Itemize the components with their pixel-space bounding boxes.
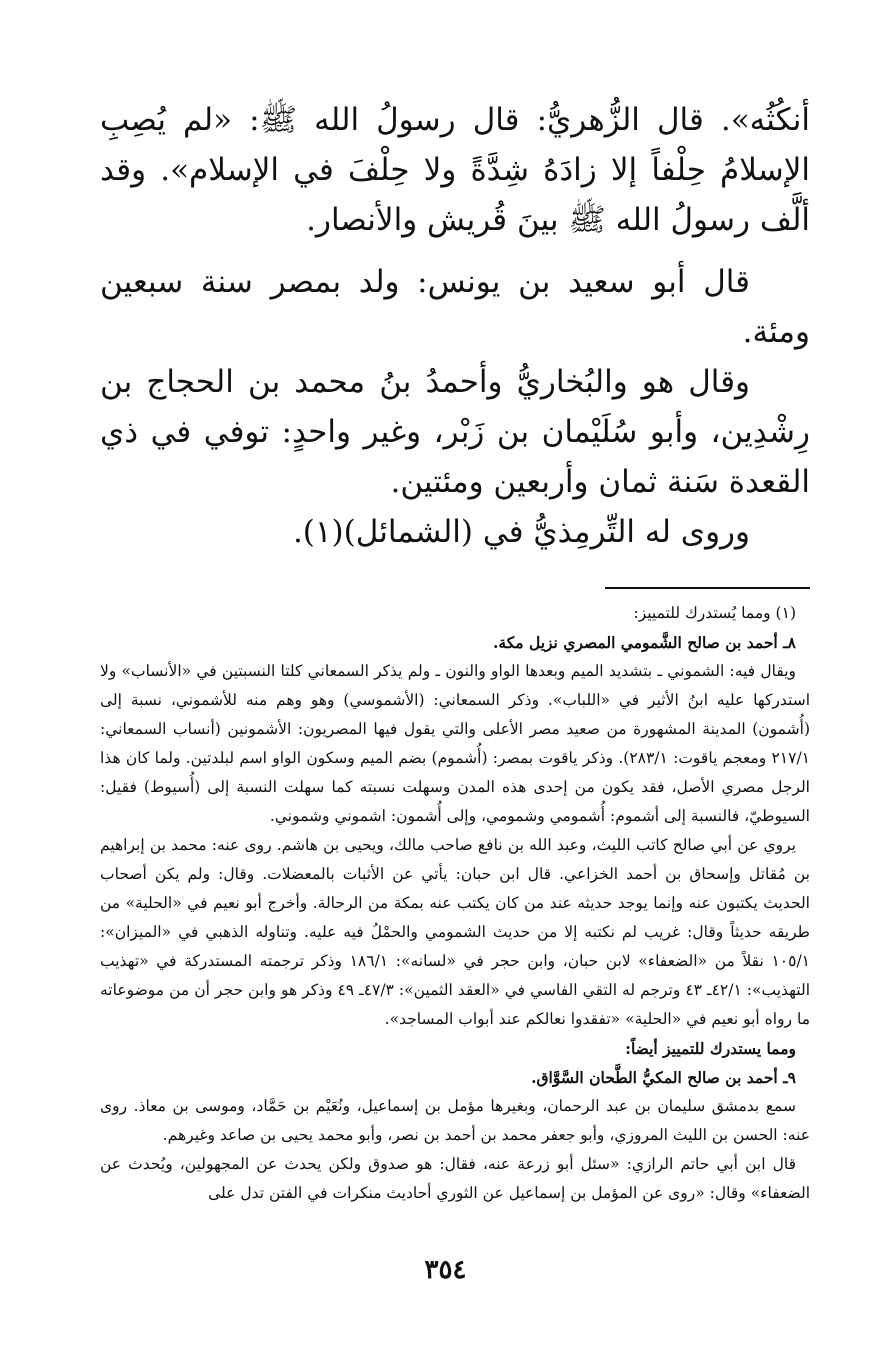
page-number: ٣٥٤ bbox=[424, 1255, 467, 1285]
main-paragraph-2: قال أبو سعيد بن يونس: ولد بمصر سنة سبعين ومئة. bbox=[100, 264, 810, 350]
main-text bbox=[100, 95, 810, 557]
footnote-also-heading: ومما يستدرك للتمييز أيضاً: bbox=[625, 1039, 796, 1058]
footnote-entry-8-paragraph-1: ويقال فيه: الشموني ـ بتشديد الميم وبعدها الواو والنون ـ ولم يذكر السمعاني كلتا النسبتين في «الأنساب» ولا استدركها عليه ابنُ الأثير في «اللباب». وذكر السمعاني: (الأشموسي) وهو وهم منه للأشموني، نسبة إلى (أُشمون) المدينة المشهورة من صعيد مصر الأعلى والتي يقول فيها المصريون: الأشمونين (أنساب السمعاني: ٢١٧/١ ومعجم ياقوت: ٢٨٣/١). وذكر ياقوت بمصر: (أُشموم) بضم الميم وسكون الواو اسم لبلدتين. ولما كان هذا الرجل مصري الأصل، فقد يكون من إحدى هذه المدن وسهلت نسبته كما سهلت النسبة إلى (أُسيوط) فقيل: السيوطيّ، فالنسبة إلى أشموم: أُشمومي وشمومي، وإلى أُشمون: اشموني وشموني. bbox=[100, 662, 810, 825]
main-paragraph-4: وروى له التِّرمِذيُّ في (الشمائل)(١). bbox=[292, 514, 750, 550]
main-paragraph-1: أنكُثُه». قال الزُّهريُّ: قال رسولُ الله ﷺ: «لم يُصِبِ الإسلامُ حِلْفاً إلا زادَهُ شِدَّةً ولا حِلْفَ في الإسلام». وقد ألَّف رسولُ الله ﷺ بينَ قُريش والأنصار. bbox=[100, 102, 810, 238]
footnote-intro: (١) ومما يُستدرك للتمييز: bbox=[633, 604, 796, 622]
footnote-entry-9-paragraph-1: سمع بدمشق سليمان بن عبد الرحمان، وبغيرها مؤمل بن إسماعيل، ونُعَيْم بن حَمَّاد، وموسى بن معاذ. روى عنه: الحسن بن الليث المروزي، وأبو جعفر محمد بن أحمد بن نصر، وأبو محمد يحيى بن صاعد وغيرهم. bbox=[100, 1097, 810, 1144]
footnote-entry-9-heading: ٩ـ أحمد بن صالح المكيُّ الطَّحان السَّوَّاق. bbox=[531, 1068, 796, 1087]
book-page bbox=[100, 95, 810, 1208]
footnote-entry-9-paragraph-2: قال ابن أبي حاتم الرازي: «سئل أبو زرعة عنه، فقال: هو صدوق ولكن يحدث عن المجهولين، ويُحدث عن الضعفاء» وقال: «روى عن المؤمل بن إسماعيل عن الثوري أحاديث منكرات في الفتن تدل على bbox=[100, 1155, 810, 1202]
footnote-entry-8-paragraph-2: يروي عن أبي صالح كاتب الليث، وعبد الله بن نافع صاحب مالك، ويحيى بن هاشم. روى عنه: محمد بن إبراهيم بن مُقاتل وإسحاق بن أحمد الخزاعي. قال ابن حبان: يأتي عن الأثبات بالمعضلات. وقال: ولم يكن أصحاب الحديث يكتبون عنه وإنما يوجد حديثه عند من كان يكتب عنه بمكة من الرحالة. وأخرج أبو نعيم في «الحلية» من طريقه حديثاً وقال: غريب لم نكتبه إلا من حديث الشمومي والحمْلُ فيه عليه. وتناوله الذهبي في «الميزان»: ١٠٥/١ نقلاً من «الضعفاء» لابن حبان، وابن حجر في «لسانه»: ١٨٦/١ وذكر ترجمته المستدركة في «تهذيب التهذيب»: ٤٢/١ـ ٤٣ وترجم له التقي الفاسي في «العقد الثمين»: ٤٧/٣ـ ٤٩ وذكر هو وابن حجر أن من موضوعاته ما رواه أبو نعيم في «الحلية» «تفقدوا نعالكم عند أبواب المساجد». bbox=[100, 836, 811, 1028]
footnote-entry-8-heading: ٨ـ أحمد بن صالح الشَّمومي المصري نزيل مكة. bbox=[492, 633, 796, 652]
footnotes bbox=[100, 599, 810, 1208]
main-paragraph-3: وقال هو والبُخاريُّ وأحمدُ بنُ محمد بن الحجاج بن رِشْدِين، وأبو سُلَيْمان بن زَبْر، وغير واحدٍ: توفي في ذي القعدة سَنة ثمان وأربعين ومئتين. bbox=[100, 364, 810, 500]
footnote-separator bbox=[605, 587, 810, 589]
